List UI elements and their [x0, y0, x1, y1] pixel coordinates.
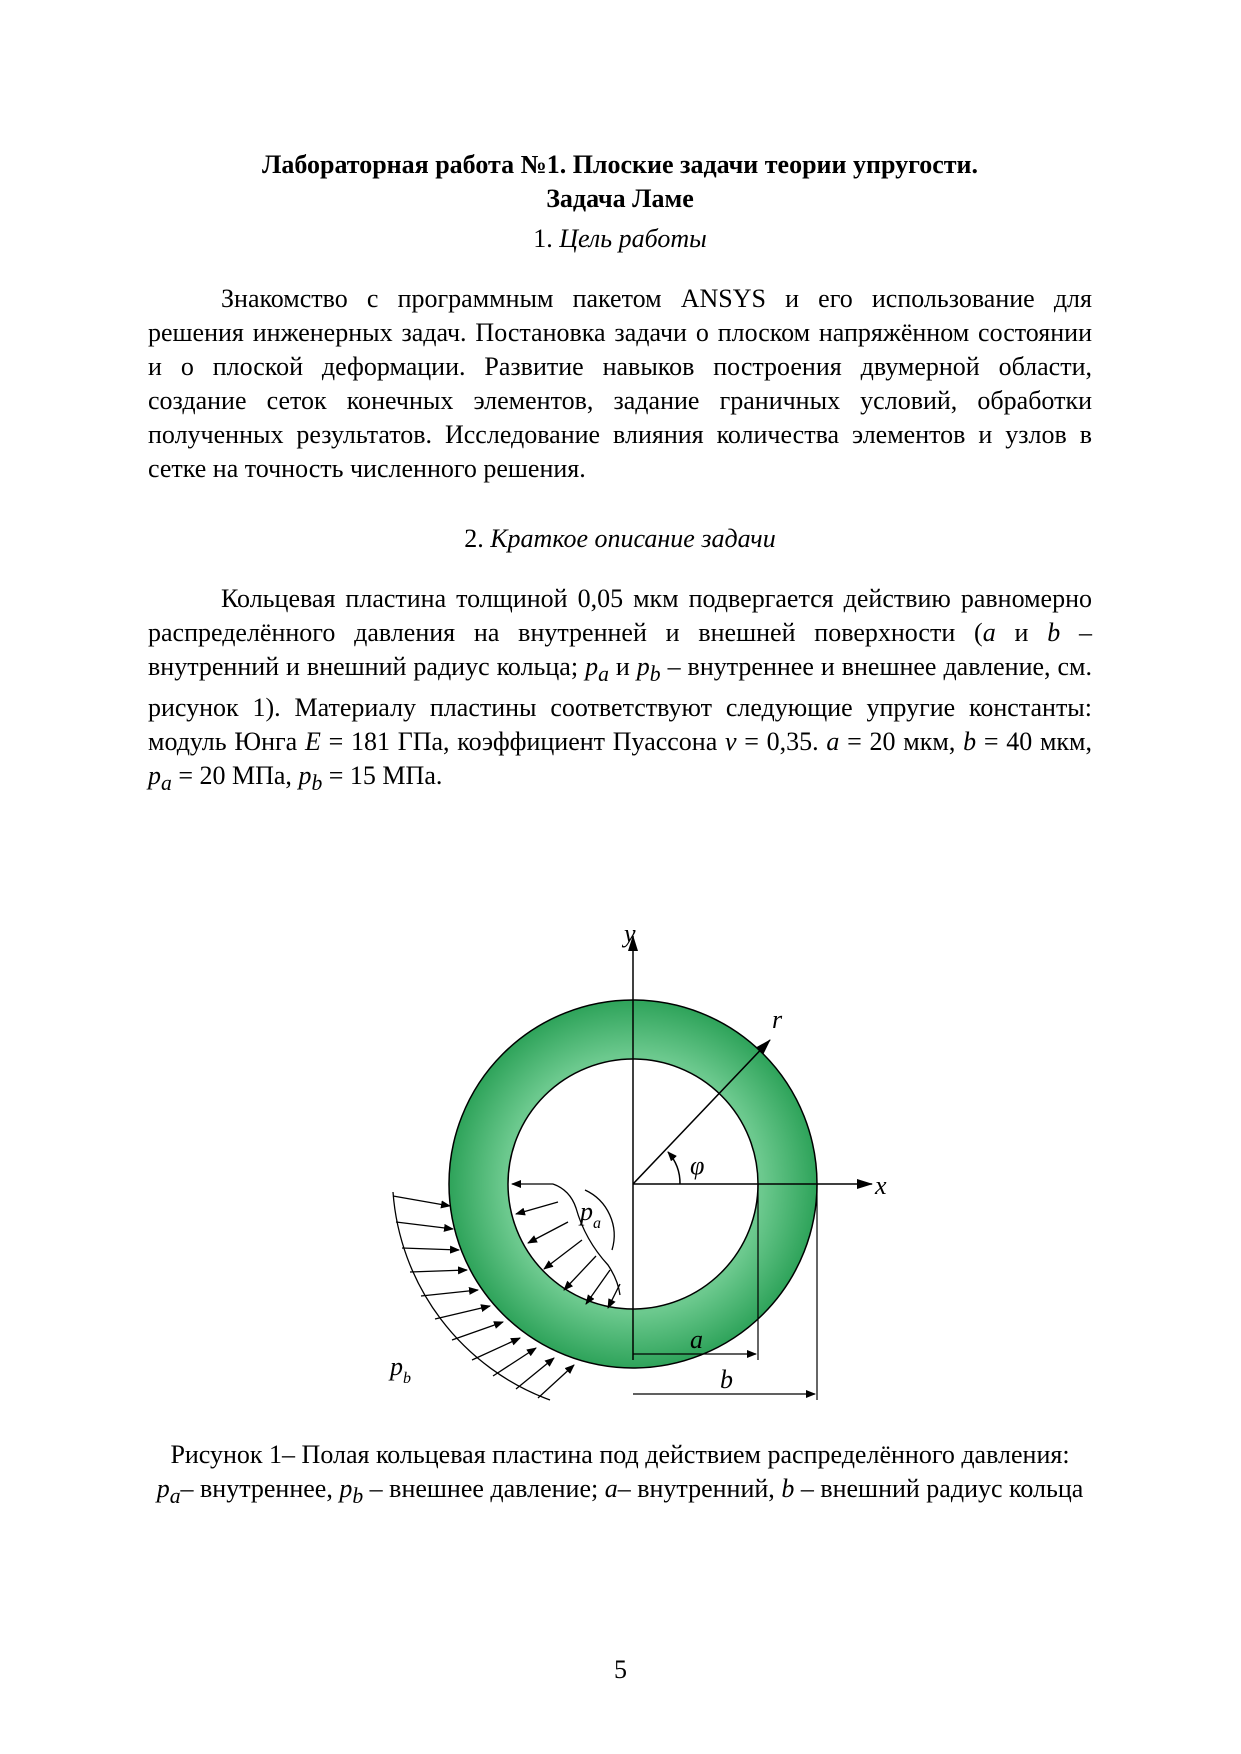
b-dimension-label: b: [720, 1365, 733, 1394]
a-dimension-label: a: [690, 1325, 703, 1354]
page-title: [150, 148, 1090, 216]
title-line-2: Задача Ламе: [546, 184, 694, 213]
section-1-text: Знакомство с программным пакетом ANSYS и его использование для решения инженерных задач. Постановка задачи о плоском напряжённом состоянии и о плоской деформации. Развитие навыков построения двумерной области, создание сеток конечных элементов, задание граничных условий, обработки полученных результатов. Исследование влияния количества элементов и узлов в сетке на точность численного решения.: [148, 284, 1092, 483]
title-line-1: Лабораторная работа №1. Плоские задачи теории упругости.: [261, 150, 979, 179]
ring-diagram-svg: [380, 920, 900, 1430]
phi-angle-arc: [668, 1152, 680, 1184]
section-2-text: Кольцевая пластина толщиной 0,05 мкм подвергается действию равномерно распределённого давления на внутренней и внешней поверхности (a и b – внутренний и внешний радиус кольца; $p_a$ и $p_b$ – внутреннее и внешнее давление, см. рисунок 1). Материалу пластины соответствуют следующие упругие константы: модуль Юнга E = 181 ГПа, коэффициент Пуассона ν = 0,35. a = 20 мкм, b = 40 мкм, $p_a = 20$ МПа, $p_b = 15$ МПа.: [148, 584, 1092, 796]
pa-label: $p_a$: [580, 1197, 601, 1232]
section-2-heading: 2. Краткое описание задачи: [464, 524, 776, 553]
y-axis-label: y: [624, 920, 636, 948]
figure-caption: Рисунок 1– Полая кольцевая пластина под действием распределённого давления: $p_a-$ внутреннее, $p_b$ – внешнее давление; a– внутренний, b – внешний радиус кольца: [156, 1440, 1084, 1509]
section-1-heading: 1. Цель работы: [533, 224, 707, 253]
phi-label: φ: [690, 1151, 705, 1180]
r-label: r: [772, 1005, 783, 1034]
x-axis-label: x: [875, 1171, 887, 1200]
figure-ring-diagram: [380, 920, 900, 1430]
page-number: 5: [614, 1655, 627, 1684]
pb-label: $p_b$: [390, 1352, 411, 1387]
